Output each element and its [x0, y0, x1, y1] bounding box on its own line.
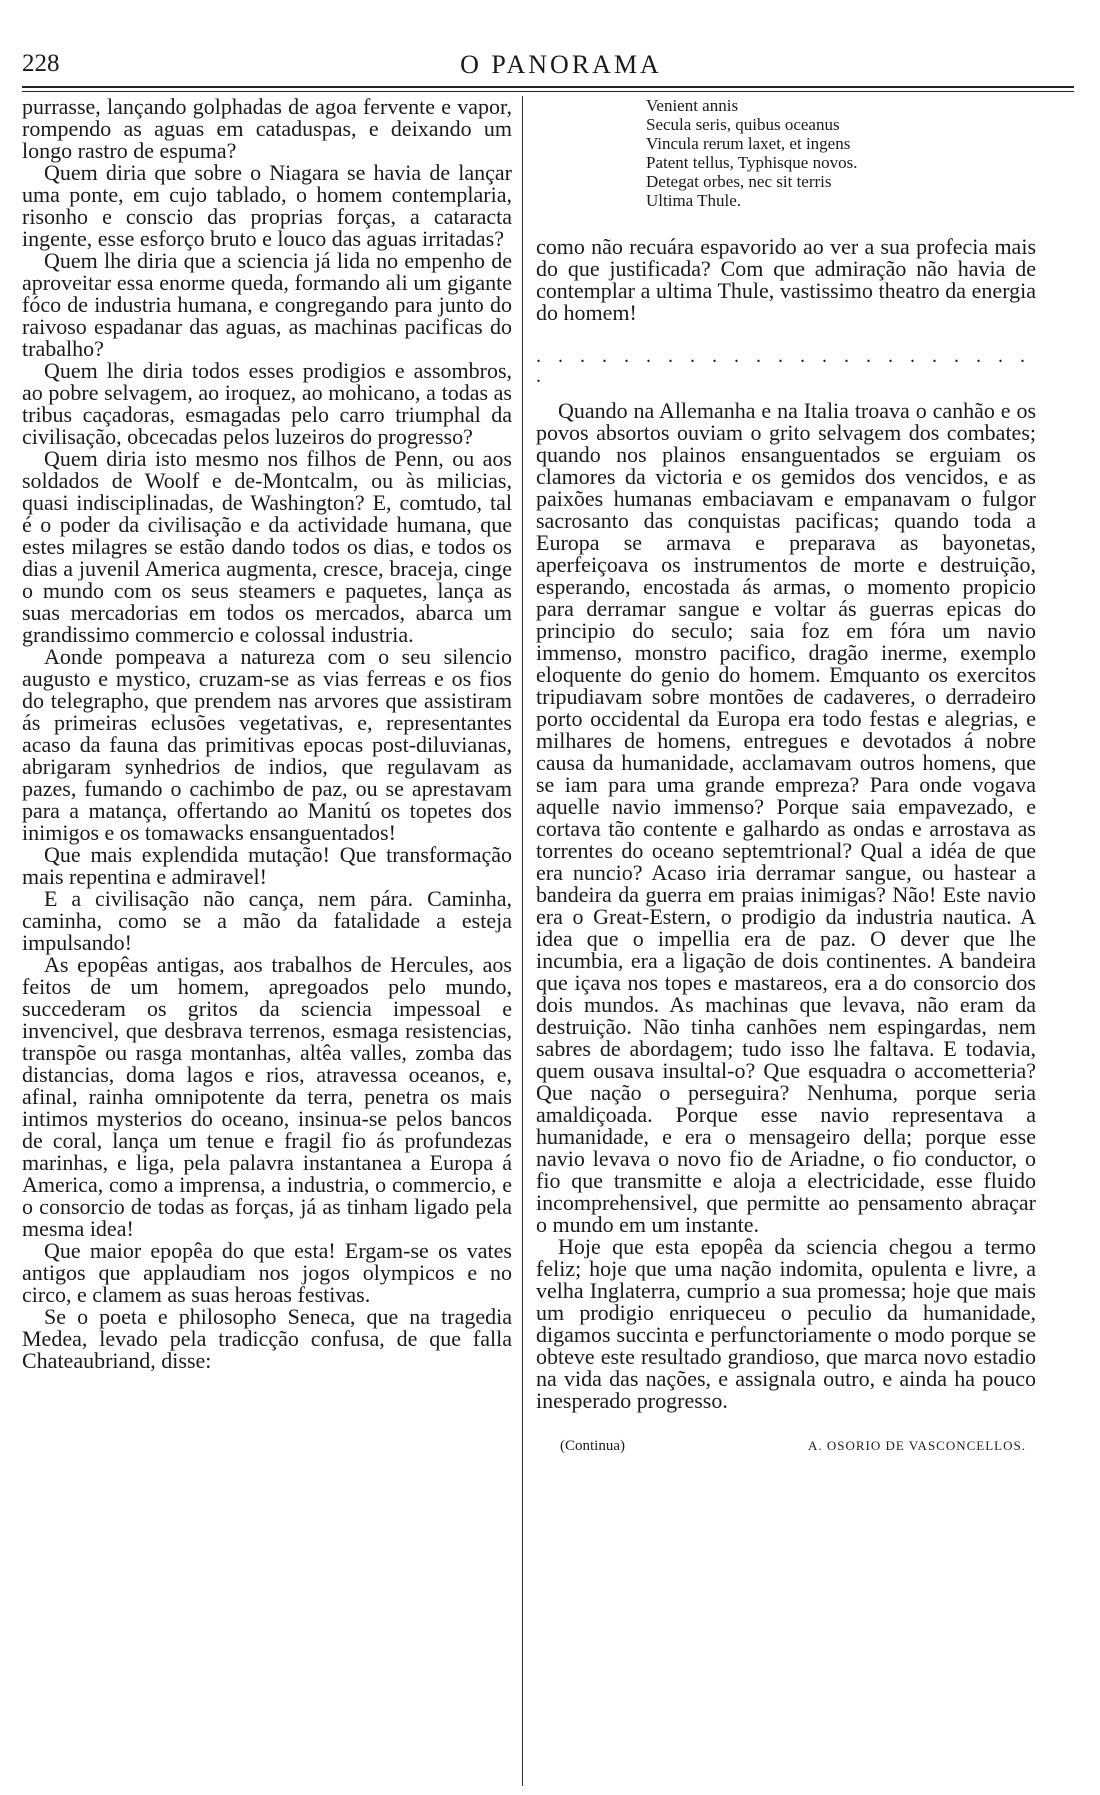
paragraph: Quem lhe diria que a sciencia já lida no empenho de aproveitar essa enorme queda, formando ali um gigante fóco de industria humana, e congregando para junto do raivoso espadanar das aguas, as machinas pacificas do trabalho?	[22, 248, 512, 361]
paragraph: Quem lhe diria todos esses prodigios e assombros, ao pobre selvagem, ao iroquez, ao mohicano, a todas as tribus caçadoras, esmagadas pelo carro triumphal da civilisação, obcecadas pelos luzeiros do progresso?	[22, 358, 512, 449]
journal-title: O PANORAMA	[460, 50, 662, 79]
paragraph: como não recuára espavorido ao ver a sua profecia mais do que justificada? Com que admiração não havia de contemplar a ultima Thule, vastissimo theatro da energia do homem!	[536, 234, 1036, 325]
author-signature: A. OSORIO DE VASCONCELLOS.	[807, 1438, 1026, 1453]
paragraph: Se o poeta e philosopho Seneca, que na tragedia Medea, levado pela tradicção confusa, de que falla Chateaubriand, disse:	[22, 1304, 512, 1373]
verse-line: Detegat orbes, nec sit terris	[646, 172, 832, 191]
left-column	[22, 96, 512, 1372]
paragraph: Quem diria isto mesmo nos filhos de Penn, ou aos soldados de Woolf e de-Montcalm, ou às milicias, quasi indisciplinadas, de Washington? E, comtudo, tal é o poder da civilisação e da actividade humana, que estes milagres se estão dando todos os dias, e todos os dias a juvenil America augmenta, cresce, braceja, cinge o mundo com os seus steamers e paquetes, lança as suas mercadorias em todos os mercados, abarca um grandissimo commercio e colossal industria.	[22, 446, 512, 647]
header-rule	[22, 86, 1074, 92]
column-divider	[522, 96, 523, 1786]
paragraph: Hoje que esta epopêa da sciencia chegou a termo feliz; hoje que uma nação indomita, opulenta e livre, a velha Inglaterra, cumprio a sua promessa; hoje que mais um prodigio enriqueceu o peculio da humanidade, digamos succinta e perfunctoriamente o modo porque se obteve este resultado grandioso, que marca novo estadio na vida das nações, e assignala outro, e ainda ha pouco inesperado progresso.	[536, 1234, 1036, 1413]
verse-line: Secula seris, quibus oceanus	[646, 115, 840, 134]
paragraph: Que mais explendida mutação! Que transformação mais repentina e admiravel!	[22, 842, 512, 889]
paragraph: E a civilisação não cança, nem pára. Caminha, caminha, como se a mão da fatalidade a esteja impulsando!	[22, 886, 512, 955]
article-footer	[536, 1438, 1036, 1455]
verse-line: Patent tellus, Typhisque novos.	[646, 153, 858, 172]
paragraph: Que maior epopêa do que esta! Ergam-se os vates antigos que applaudiam nos jogos olympicos e no circo, e clamem as suas heroas festivas.	[22, 1238, 512, 1307]
paragraph: Aonde pompeava a natureza com o seu silencio augusto e mystico, cruzam-se as vias ferreas e os fios do telegrapho, que prendem nas arvores que assistiram ás primeiras eclusões vegetativas, e, representantes acaso da fauna das primitivas epocas post-diluvianas, abrigaram synhedrios de indios, que regulavam as pazes, fumando o cachimbo de paz, ou se aprestavam para a matança, offertando ao Manitú os topetes dos inimigos e os tomawacks ensanguentados!	[22, 644, 512, 845]
paragraph: purrasse, lançando golphadas de agoa fervente e vapor, rompendo as aguas em cataduspas, e deixando um longo rastro de espuma?	[22, 94, 512, 163]
paragraph: As epopêas antigas, aos trabalhos de Hercules, aos feitos de um homem, apregoados pelo mundo, succederam os gritos da sciencia impessoal e invencivel, que desbrava terrenos, esmaga resistencias, transpõe ou rasga montanhas, altêa valles, zomba das distancias, doma lagos e rios, atravessa oceanos, e, afinal, rainha omnipotente da terra, penetra os mais intimos mysterios do oceano, insinua-se pelos bancos de coral, lança um tenue e fragil fio ás profundezas marinhas, e liga, pela palavra instantanea a Europa á America, como a imprensa, a industria, o commercio, e o consorcio de todas as forças, já as tinham ligado pela mesma idea!	[22, 952, 512, 1241]
page-number: 228	[22, 50, 60, 77]
verse-line: Venient annis	[646, 96, 739, 115]
paragraph: Quem diria que sobre o Niagara se havia de lançar uma ponte, em cujo tablado, o homem contemplaria, risonho e conscio das proprias forças, a cataracta ingente, esse esforço bruto e louco das aguas irritadas?	[22, 160, 512, 251]
section-break: . . . . . . . . . . . . . . . . . . . . . . . .	[536, 345, 1031, 387]
latin-verse	[646, 96, 1036, 210]
page-header	[22, 50, 1100, 84]
right-column	[536, 96, 1036, 1455]
paragraph: Quando na Allemanha e na Italia troava o canhão e os povos absortos ouviam o grito selvagem dos combates; quando nos plainos ensanguentados se erguiam os clamores da victoria e os gemidos dos vencidos, e as paixões humanas embaciavam e empanavam o fulgor sacrosanto das conquistas pacificas; quando toda a Europa se armava e preparava as bayonetas, aperfeiçoava os instrumentos de morte e destruição, esperando, encostada ás armas, o momento propicio para derramar sangue e voltar ás guerras epicas do principio do seculo; saia foz em fóra um navio immenso, monstro pacifico, dragão inerme, exemplo eloquente do genio do homem. Emquanto os exercitos tripudiavam sobre montões de cadaveres, o derradeiro porto occidental da Europa era todo festas e alegrias, e milhares de homens, entregues e devotados á nobre causa da humanidade, acclamavam outros homens, que se iam para uma grande empreza? Para onde vogava aquelle navio immenso? Porque saia empavezado, e cortava tão contente e galhardo as ondas e arrostava as torrentes do oceano septemtrional? Qual a idéa de que era nuncio? Acaso iria derramar sangue, ou hastear a bandeira da guerra em praias inimigas? Não! Este navio era o Great-Estern, o prodigio da industria nautica. A idea que o impellia era de paz. O dever que lhe incumbia, era a ligação de dois continentes. A bandeira que içava nos topes e mastareos, era a do consorcio dos dois mundos. As machinas que levava, não eram da destruição. Não tinha canhões nem espingardas, nem sabres de abordagem; tudo isso lhe faltava. E todavia, quem ousava insultal-o? Que esquadra o accometteria? Que nação o perseguira? Nenhuma, porque seria amaldiçoada. Porque esse navio representava a humanidade, e era o mensageiro della; porque esse navio levava o novo fio de Ariadne, o fio conductor, o fio que transmitte e aloja a electricidade, esse fluido incomprehensivel, que permitte ao pensamento abraçar o mundo em um instante.	[536, 398, 1036, 1237]
verse-line: Vincula rerum laxet, et ingens	[646, 134, 851, 153]
verse-line: Ultima Thule.	[646, 191, 742, 210]
continuation-note: (Continua)	[560, 1438, 625, 1454]
